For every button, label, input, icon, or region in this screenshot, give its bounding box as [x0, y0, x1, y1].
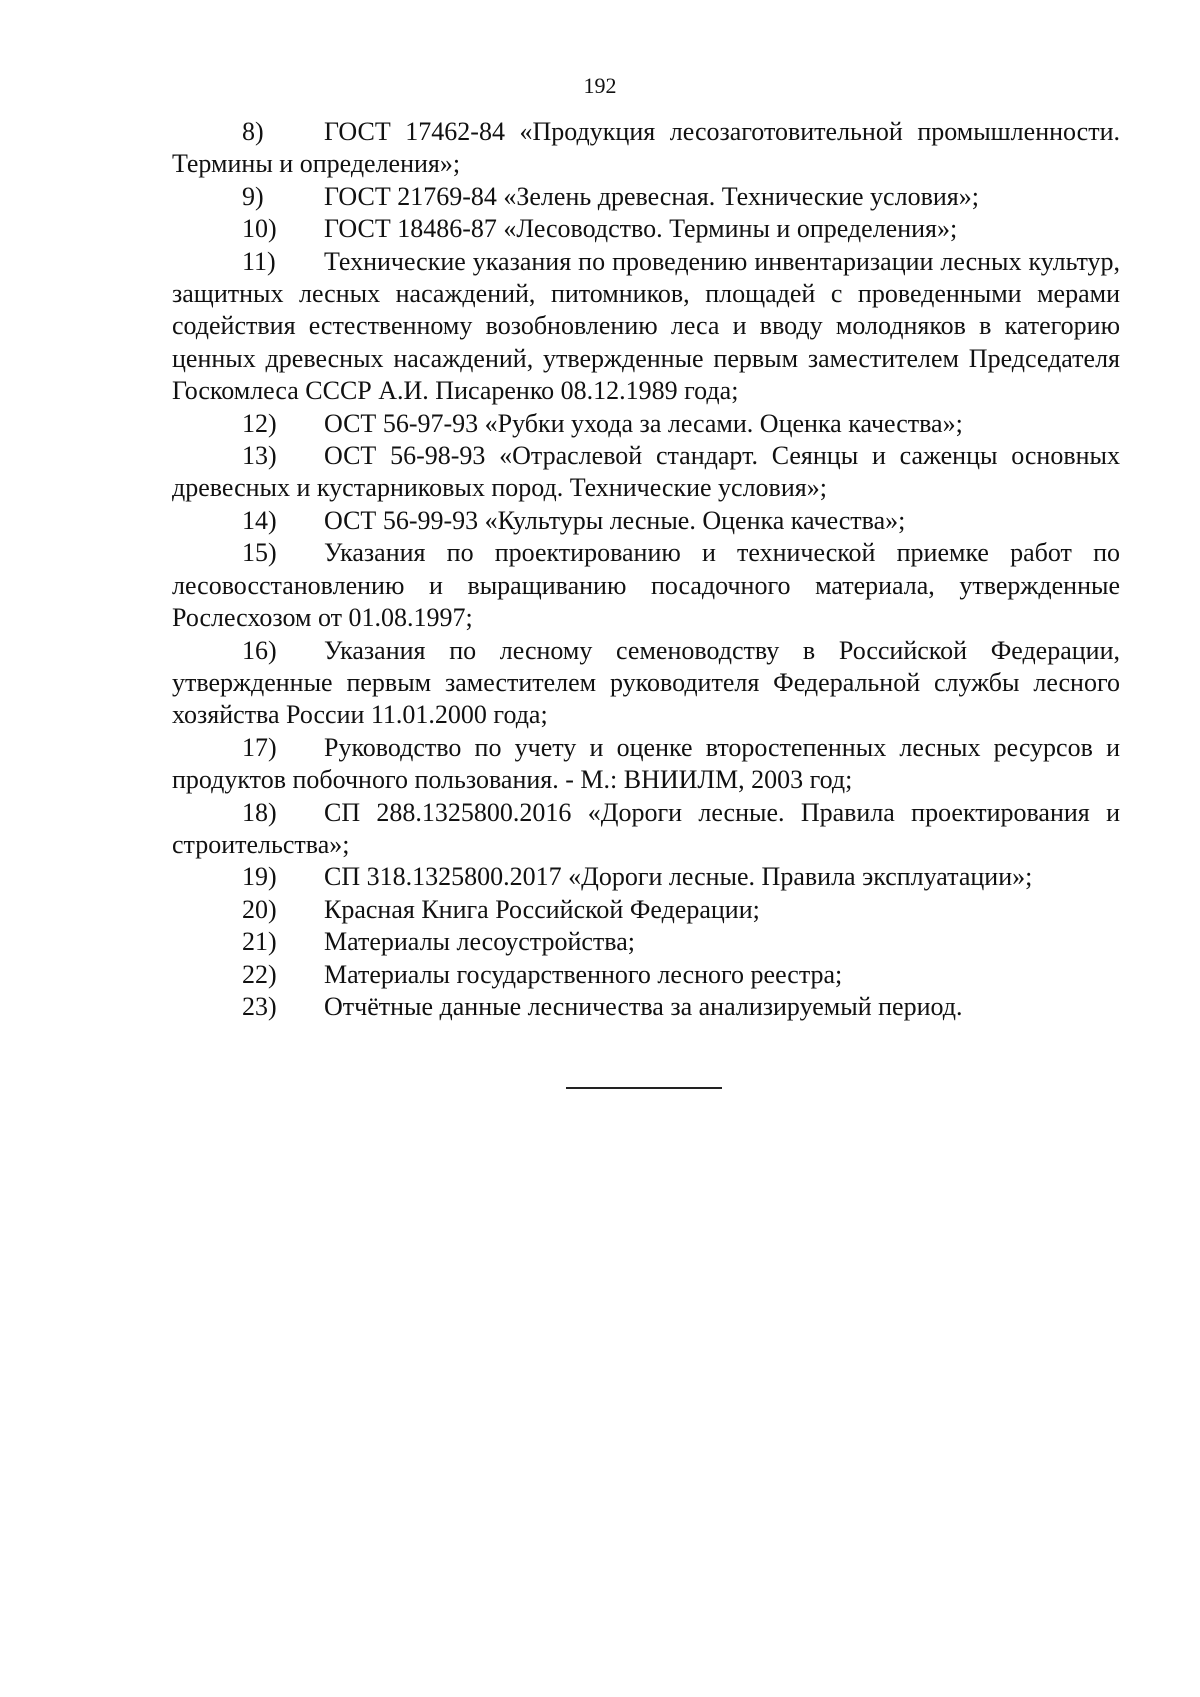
item-number: 11)	[242, 246, 276, 276]
item-text: Руководство по учету и оценке второстепенных лесных ресурсов и продуктов побочного пользования. - М.: ВНИИЛМ, 2003 год;	[172, 732, 1120, 795]
list-item	[172, 959, 1120, 991]
item-text: Технические указания по проведению инвентаризации лесных культур, защитных лесных насаждений, питомников, площадей с проведенными мерами содействия естественному возобновлению леса и вводу молодняков в категорию ценных древесных насаждений, утвержденные первым заместителем Председателя Госкомлеса СССР А.И. Писаренко 08.12.1989 года;	[172, 246, 1120, 406]
reference-list	[172, 116, 1120, 1023]
list-item	[172, 797, 1120, 862]
list-item	[172, 991, 1120, 1023]
list-item	[172, 213, 1120, 245]
item-number: 21)	[242, 927, 277, 957]
list-item	[172, 440, 1120, 505]
item-text: ОСТ 56-98-93 «Отраслевой стандарт. Сеянцы и саженцы основных древесных и кустарниковых пород. Технические условия»;	[172, 441, 1120, 503]
item-text: СП 288.1325800.2016 «Дороги лесные. Правила проектирования и строительства»;	[172, 797, 1120, 859]
list-item	[172, 505, 1120, 537]
list-item	[172, 926, 1120, 958]
list-item	[172, 537, 1120, 634]
list-item	[172, 732, 1120, 797]
item-number: 17)	[242, 732, 277, 762]
item-number: 22)	[242, 959, 277, 989]
item-number: 18)	[242, 797, 277, 827]
list-item	[172, 116, 1120, 181]
list-item	[172, 246, 1120, 408]
list-item	[172, 894, 1120, 926]
item-text: Отчётные данные лесничества за анализируемый период.	[324, 991, 963, 1021]
list-item	[172, 861, 1120, 893]
item-number: 19)	[242, 862, 277, 892]
item-text: Материалы государственного лесного реестра;	[324, 959, 843, 989]
list-item	[172, 635, 1120, 732]
item-text: Материалы лесоустройства;	[324, 927, 635, 957]
item-number: 10)	[242, 214, 277, 244]
item-number: 20)	[242, 894, 277, 924]
item-text: ГОСТ 18486-87 «Лесоводство. Термины и определения»;	[324, 214, 958, 244]
item-number: 12)	[242, 408, 277, 438]
item-text: ОСТ 56-99-93 «Культуры лесные. Оценка качества»;	[324, 505, 906, 535]
item-text: Красная Книга Российской Федерации;	[324, 894, 760, 924]
item-text: ГОСТ 21769-84 «Зелень древесная. Технические условия»;	[324, 181, 979, 211]
item-text: ОСТ 56-97-93 «Рубки ухода за лесами. Оценка качества»;	[324, 408, 963, 438]
end-divider	[566, 1087, 722, 1089]
item-number: 23)	[242, 991, 277, 1021]
item-number: 8)	[242, 117, 264, 146]
list-item	[172, 181, 1120, 213]
item-text: Указания по лесному семеноводству в Российской Федерации, утвержденные первым заместителем руководителя Федеральной службы лесного хозяйства России 11.01.2000 года;	[172, 635, 1120, 730]
item-text: ГОСТ 17462-84 «Продукция лесозаготовительной промышленности. Термины и определения»;	[172, 117, 1120, 179]
item-text: СП 318.1325800.2017 «Дороги лесные. Правила эксплуатации»;	[324, 862, 1033, 892]
item-number: 9)	[242, 181, 264, 211]
list-item	[172, 408, 1120, 440]
page-number: 192	[583, 73, 617, 98]
item-number: 14)	[242, 505, 277, 535]
item-number: 13)	[242, 441, 277, 471]
item-number: 15)	[242, 538, 277, 568]
item-text: Указания по проектированию и технической приемке работ по лесовосстановлению и выращиванию посадочного материала, утвержденные Рослесхозом от 01.08.1997;	[172, 538, 1120, 633]
item-number: 16)	[242, 635, 277, 665]
